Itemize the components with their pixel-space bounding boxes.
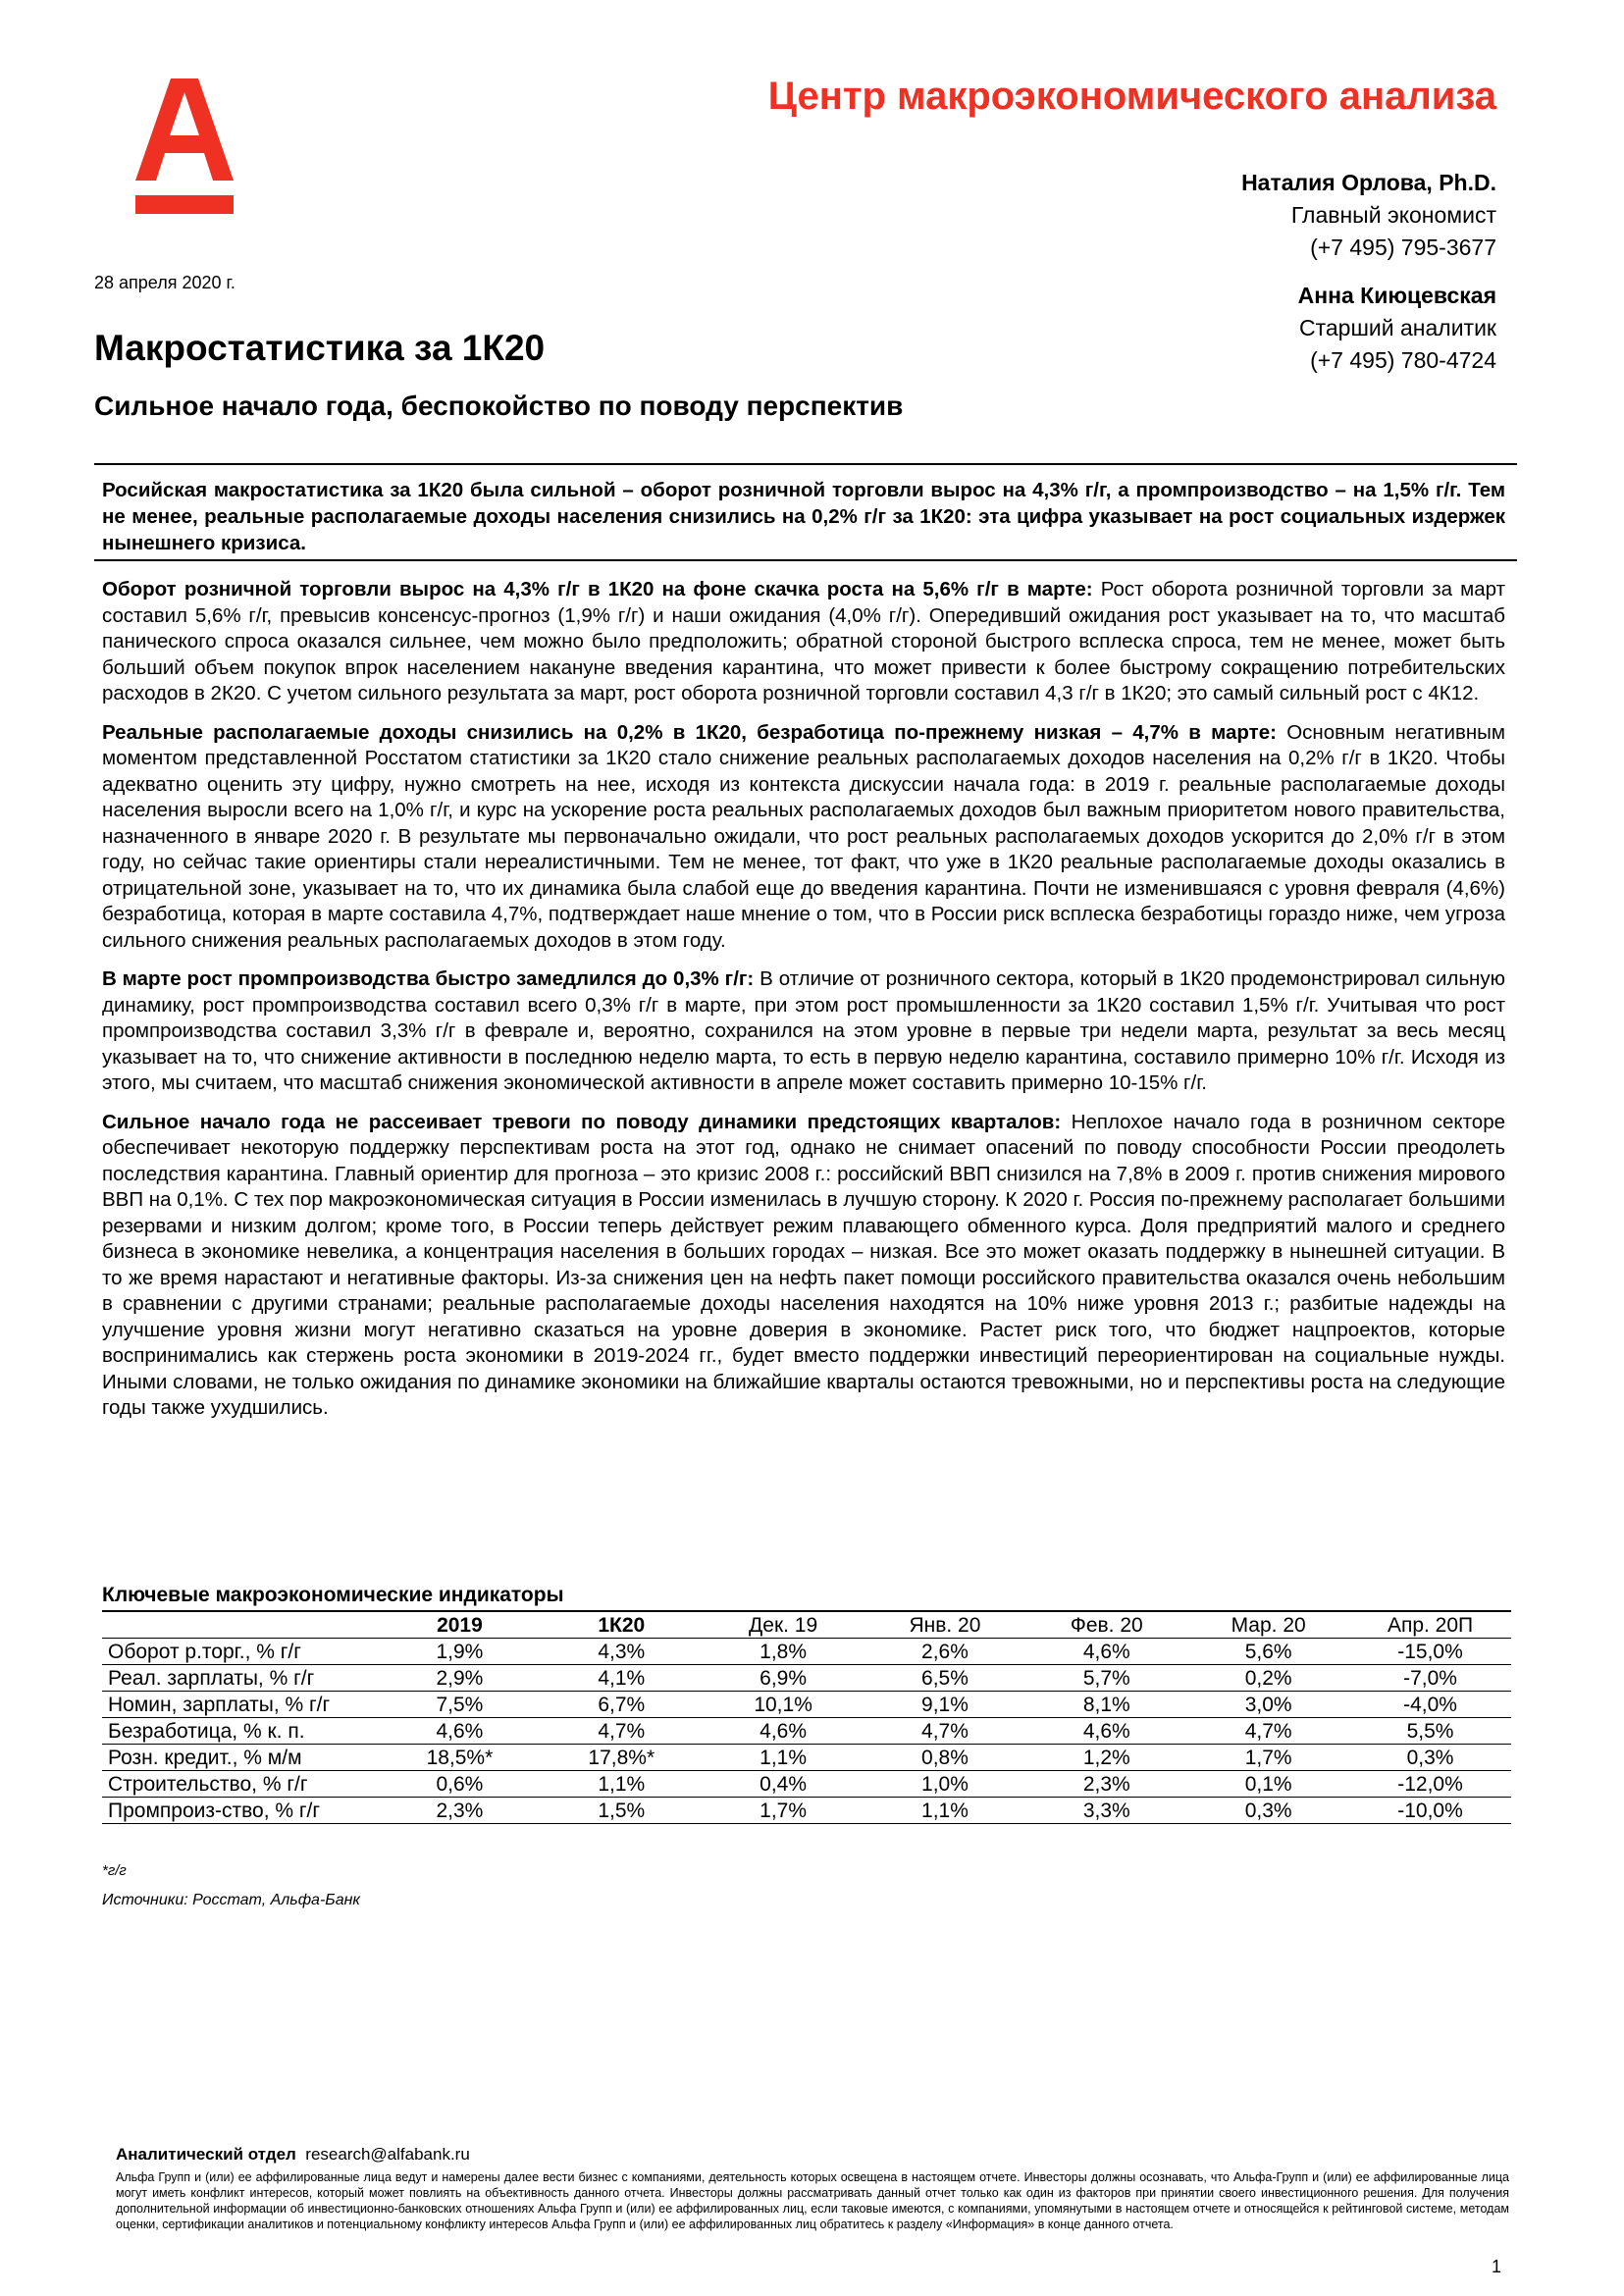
table-header-cell: 2019 — [379, 1612, 541, 1639]
table-cell: 0,2% — [1187, 1665, 1349, 1692]
table-cell: -15,0% — [1349, 1639, 1511, 1665]
author-phone: (+7 495) 780-4724 — [1310, 347, 1496, 373]
author-role: Главный экономист — [1290, 202, 1496, 228]
paragraph — [102, 577, 1505, 707]
table-cell: -12,0% — [1349, 1771, 1511, 1798]
table-cell: 1,7% — [1187, 1745, 1349, 1771]
report-body — [102, 577, 1505, 1435]
table-header-cell: Дек. 19 — [703, 1612, 864, 1639]
table-footnote: *г/г — [102, 1862, 127, 1879]
table-cell: 2,3% — [379, 1798, 541, 1824]
table-cell: -4,0% — [1349, 1692, 1511, 1718]
table-header-cell: Янв. 20 — [864, 1612, 1026, 1639]
table-cell: 1,1% — [541, 1771, 703, 1798]
author-name: Наталия Орлова, Ph.D. — [1241, 170, 1496, 195]
table-cell: 6,7% — [541, 1692, 703, 1718]
table-cell: 4,7% — [1187, 1718, 1349, 1745]
paragraph — [102, 966, 1505, 1097]
table-cell: 0,3% — [1187, 1798, 1349, 1824]
table-cell: 4,6% — [703, 1718, 864, 1745]
table-cell: 4,7% — [541, 1718, 703, 1745]
author-name: Анна Киюцевская — [1297, 283, 1496, 308]
footer — [116, 2144, 1509, 2232]
table-cell: 4,1% — [541, 1665, 703, 1692]
table-cell: 10,1% — [703, 1692, 864, 1718]
paragraph-lead: В марте рост промпроизводства быстро замедлился до 0,3% г/г: — [102, 967, 755, 990]
table-header-cell: Мар. 20 — [1187, 1612, 1349, 1639]
paragraph-lead: Оборот розничной торговли вырос на 4,3% г/г в 1К20 на фоне скачка роста на 5,6% г/г в марте: — [102, 578, 1093, 600]
table-header-cell: 1К20 — [541, 1612, 703, 1639]
page-subtitle: Сильное начало года, беспокойство по поводу перспектив — [94, 391, 904, 421]
table-cell: 1,1% — [703, 1745, 864, 1771]
paragraph — [102, 720, 1505, 955]
table-title: Ключевые макроэкономические индикаторы — [102, 1583, 1511, 1612]
table-sources: Источники: Росстат, Альфа-Банк — [102, 1892, 360, 1908]
table-header-row — [102, 1612, 1511, 1639]
center-title: Центр макроэкономического анализа — [767, 75, 1496, 118]
indicators-table-block — [102, 1583, 1511, 1824]
paragraph-lead: Сильное начало года не рассеивает тревоги по поводу динамики предстоящих кварталов: — [102, 1110, 1062, 1133]
table-cell: 5,7% — [1025, 1665, 1187, 1692]
table-row — [102, 1665, 1511, 1692]
row-label: Реал. зарплаты, % г/г — [102, 1665, 379, 1692]
table-header-cell: Апр. 20П — [1349, 1612, 1511, 1639]
table-cell: 1,0% — [864, 1771, 1026, 1798]
table-cell: 6,5% — [864, 1665, 1026, 1692]
table-cell: 0,6% — [379, 1771, 541, 1798]
table-cell: 5,5% — [1349, 1718, 1511, 1745]
table-cell: 1,7% — [703, 1798, 864, 1824]
row-label: Номин, зарплаты, % г/г — [102, 1692, 379, 1718]
summary-text: Росийская макростатистика за 1К20 была сильной – оборот розничной торговли вырос на 4,3% г/г, а промпроизводство – на 1,5% г/г. Тем не менее, реальные располагаемые доходы населения снизились на 0,2% г/г за 1К20: эта цифра указывает на рост социальных издержек нынешнего кризиса. — [102, 479, 1505, 554]
indicators-table — [102, 1612, 1511, 1824]
paragraph-lead: Реальные располагаемые доходы снизились на 0,2% в 1К20, безработица по-прежнему низкая – 4,7% в марте: — [102, 720, 1277, 744]
table-cell: 4,3% — [541, 1639, 703, 1665]
table-cell: 0,1% — [1187, 1771, 1349, 1798]
table-cell: 0,8% — [864, 1745, 1026, 1771]
table-row — [102, 1798, 1511, 1824]
department-label: Аналитический отдел — [116, 2145, 296, 2164]
row-label: Строительство, % г/г — [102, 1771, 379, 1798]
divider — [94, 463, 1517, 465]
table-row — [102, 1745, 1511, 1771]
table-row — [102, 1718, 1511, 1745]
table-cell: 1,8% — [703, 1639, 864, 1665]
paragraph — [102, 1110, 1505, 1422]
table-cell: 7,5% — [379, 1692, 541, 1718]
alfa-logo-icon — [135, 78, 234, 216]
page-title: Макростатистика за 1К20 — [94, 328, 546, 368]
table-header-cell — [102, 1612, 379, 1639]
table-cell: 3,3% — [1025, 1798, 1187, 1824]
table-cell: 4,6% — [379, 1718, 541, 1745]
row-label: Промпроиз-ство, % г/г — [102, 1798, 379, 1824]
page-number: 1 — [1491, 2257, 1501, 2276]
table-cell: -7,0% — [1349, 1665, 1511, 1692]
table-cell: 18,5%* — [379, 1745, 541, 1771]
table-row — [102, 1639, 1511, 1665]
email-link[interactable]: research@alfabank.ru — [305, 2145, 470, 2164]
table-row — [102, 1771, 1511, 1798]
table-cell: 8,1% — [1025, 1692, 1187, 1718]
table-cell: 17,8%* — [541, 1745, 703, 1771]
table-row — [102, 1692, 1511, 1718]
author-block — [1241, 167, 1496, 264]
table-cell: 2,3% — [1025, 1771, 1187, 1798]
table-cell: 1,1% — [864, 1798, 1026, 1824]
table-cell: 2,6% — [864, 1639, 1026, 1665]
table-cell: 3,0% — [1187, 1692, 1349, 1718]
row-label: Оборот р.торг., % г/г — [102, 1639, 379, 1665]
paragraph-text: Основным негативным моментом представленной Росстатом статистики за 1К20 стало снижение реальных располагаемых доходов населения на 0,2% г/г в 1К20. Чтобы адекватно оценить эту цифру, нужно смотреть на нее, исходя из контекста дискуссии начала года: в 2019 г. реальные располагаемые доходы населения выросли всего на 1,0% г/г, и курс на ускорение роста реальных располагаемых доходов был важным приоритетом нового правительства, назначенного в январе 2020 г. В результате мы первоначально ожидали, что рост реальных располагаемых доходов ускорится до 2,0% г/г в этом году, но сейчас такие ориентиры стали нереалистичными. Тем не менее, тот факт, что уже в 1К20 реальные располагаемые доходы оказались в отрицательной зоне, указывает на то, что их динамика была слабой еще до введения карантина. Почти не изменившаяся с уровня февраля (4,6%) безработица, которая в марте составила 4,7%, подтверждает наше мнение о том, что в России риск всплеска безработицы гораздо ниже, чем угроза сильного снижения реальных располагаемых доходов в этом году. — [102, 720, 1505, 952]
table-cell: 6,9% — [703, 1665, 864, 1692]
table-cell: 2,9% — [379, 1665, 541, 1692]
table-header-cell: Фев. 20 — [1025, 1612, 1187, 1639]
table-cell: 4,6% — [1025, 1639, 1187, 1665]
table-cell: 5,6% — [1187, 1639, 1349, 1665]
table-cell: 1,9% — [379, 1639, 541, 1665]
paragraph-text: Рост оборота розничной торговли за март составил 5,6% г/г, превысив консенсус-прогноз (1,9% г/г) и наши ожидания (4,0% г/г). Опередивший ожидания рост указывает на то, что масштаб панического спроса оказался сильнее, чем можно было предположить; обратной стороной быстрого всплеска спроса, тем не менее, может быть больший объем покупок впрок населением накануне введения карантина, что может привести к более быстрому сокращению потребительских расходов в 2К20. С учетом сильного результата за март, рост оборота розничной торговли составил 4,3 г/г в 1К20; это самый сильный рост с 4К12. — [102, 578, 1506, 704]
divider — [94, 559, 1517, 561]
table-cell: 1,5% — [541, 1798, 703, 1824]
table-cell: 0,3% — [1349, 1745, 1511, 1771]
report-date: 28 апреля 2020 г. — [94, 273, 236, 292]
author-block — [1298, 280, 1496, 377]
table-cell: 9,1% — [864, 1692, 1026, 1718]
row-label: Безработица, % к. п. — [102, 1718, 379, 1745]
footer-contact — [116, 2144, 1509, 2166]
author-role: Старший аналитик — [1298, 315, 1496, 340]
row-label: Розн. кредит., % м/м — [102, 1745, 379, 1771]
paragraph-text: Неплохое начало года в розничном секторе обеспечивает некоторую поддержку перспективам роста на этот год, однако не снимает опасений по поводу способности России преодолеть последствия карантина. Главный ориентир для прогноза – это кризис 2008 г.: российский ВВП снизился на 7,8% в 2009 г. против снижения мирового ВВП на 0,1%. С тех пор макроэкономическая ситуация в России изменилась в лучшую сторону. К 2020 г. Россия по-прежнему располагает большими резервами и низким долгом; кроме того, в России теперь действует режим плавающего обменного курса. Доля предприятий малого и среднего бизнеса в экономике невелика, а концентрация населения в больших городах – низкая. Все это может оказать поддержку в нынешней ситуации. В то же время нарастают и негативные факторы. Из-за снижения цен на нефть пакет помощи российского правительства оказался очень небольшим в сравнении с другими странами; реальные располагаемые доходы населения находятся на 10% ниже уровня 2013 г.; разбитые надежды на улучшение уровня жизни могут негативно сказаться на уровне доверия в экономике. Растет риск того, что бюджет нацпроектов, которые воспринимались как стержень роста экономики в 2019-2024 гг., будет вместо поддержки инвестиций переориентирован на социальные нужды. Иными словами, не только ожидания по динамике экономики на ближайшие кварталы остаются тревожными, но и перспективы роста на следующие годы также ухудшились. — [102, 1110, 1505, 1419]
paragraph-text: В отличие от розничного сектора, который в 1К20 продемонстрировал сильную динамику, рост промпроизводства составил всего 0,3% г/г в марте, при этом рост промышленности за 1К20 составил 1,5% г/г. Учитывая что рост промпроизводства составил 3,3% г/г в феврале и, вероятно, сохранился на этом уровне в первые три недели марта, результат за весь месяц указывает на то, что снижение активности в последнюю неделю марта, то есть в первую неделю карантина, составило примерно 10% г/г. Исходя из этого, мы считаем, что масштаб снижения экономической активности в апреле может составить примерно 10-15% г/г. — [102, 967, 1505, 1094]
disclaimer-text: Альфа Групп и (или) ее аффилированные лица ведут и намерены далее вести бизнес с компаниями, деятельность которых освещена в настоящем отчете. Инвесторы должны осознавать, что Альфа-Групп и (или) ее аффилированные лица могут иметь конфликт интересов, который может повлиять на объективность данного отчета. Инвесторы должны рассматривать данный отчет только как один из факторов при принятии своего инвестиционного решения. Для получения дополнительной информации об инвестиционно-банковских отношениях Альфа Групп и (или) ее аффилированных лиц, если таковые имеются, с компаниями, упомянутыми в настоящем отчете и относящейся к рейтинговой системе, методам оценки, сертификации аналитиков и потенциальному конфликту интересов Альфа Групп и (или) ее аффилированных лиц обратитесь к разделу «Информация» в конце данного отчета. — [116, 2170, 1509, 2231]
table-cell: 0,4% — [703, 1771, 864, 1798]
author-phone: (+7 495) 795-3677 — [1310, 235, 1496, 260]
table-cell: -10,0% — [1349, 1798, 1511, 1824]
table-cell: 1,2% — [1025, 1745, 1187, 1771]
table-cell: 4,6% — [1025, 1718, 1187, 1745]
table-cell: 4,7% — [864, 1718, 1026, 1745]
